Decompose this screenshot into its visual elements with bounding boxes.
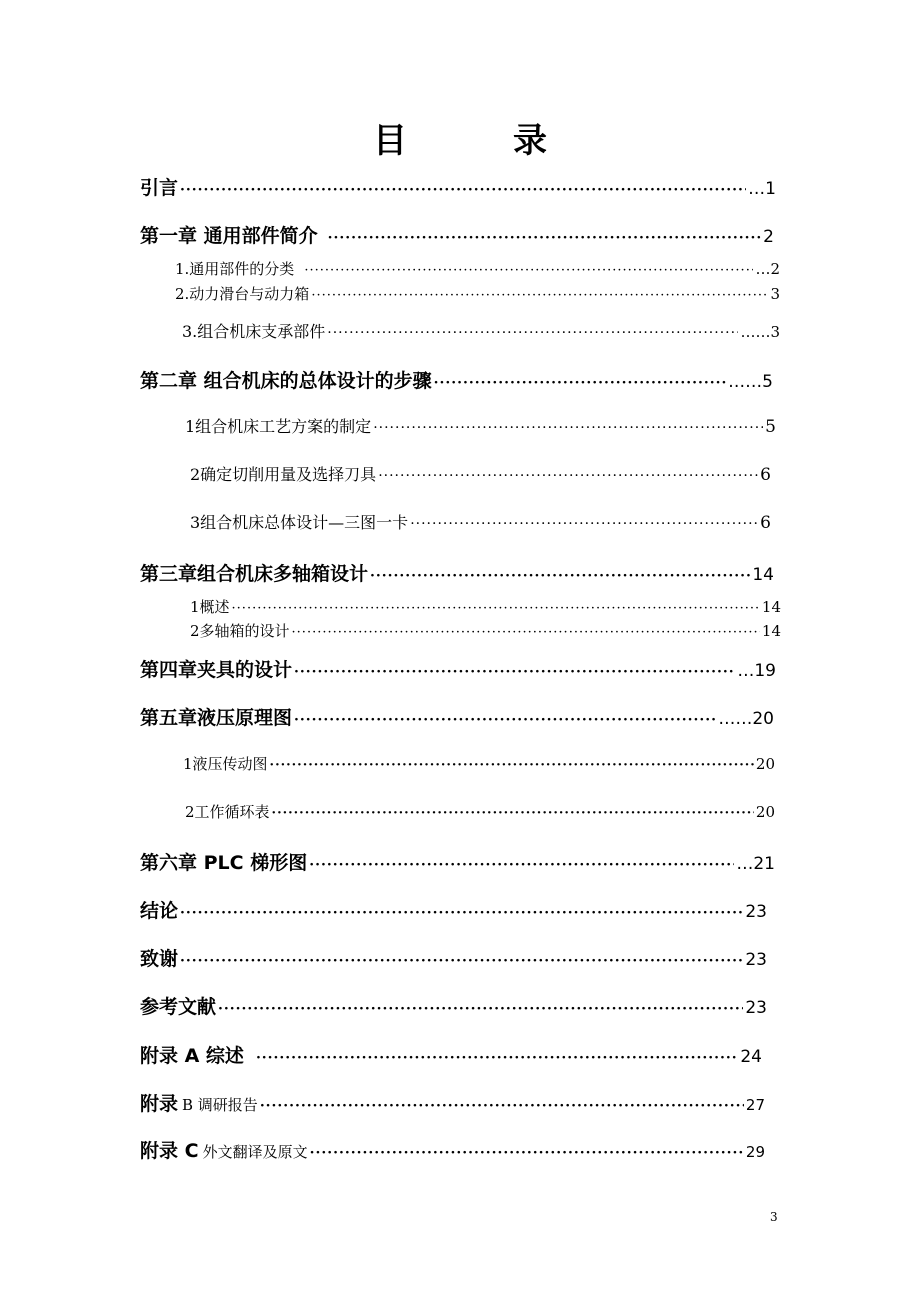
dot-leader [294, 664, 735, 680]
toc-entry-1-3[interactable] [182, 319, 780, 342]
toc-entry-label: 1.通用部件的分类 [175, 260, 295, 278]
dot-leader [410, 516, 758, 532]
dot-leader [294, 712, 716, 728]
dot-leader [328, 230, 762, 246]
toc-entry-chapter-3[interactable] [140, 559, 774, 586]
dot-leader [434, 375, 727, 391]
toc-entry-page: 6 [760, 513, 771, 533]
toc-entry-chapter-5[interactable] [140, 703, 774, 730]
toc-entry-page: 29 [745, 1143, 765, 1161]
dot-leader [218, 1001, 743, 1017]
toc-entry-page: 23 [745, 950, 767, 970]
toc-entry-page: 5 [765, 417, 776, 437]
page-number: 3 [770, 1210, 778, 1224]
toc-entry-page: 14 [761, 598, 781, 616]
toc-title: 目 录 [373, 121, 583, 161]
toc-entry-intro[interactable] [140, 173, 776, 200]
toc-entry-page: 2 [763, 227, 774, 247]
dot-leader [304, 263, 753, 278]
dot-leader [378, 468, 758, 484]
toc-entry-references[interactable] [140, 992, 767, 1019]
toc-entry-label: 2多轴箱的设计 [190, 622, 290, 640]
toc-entry-page: 14 [752, 565, 774, 585]
dot-leader [180, 182, 746, 198]
toc-entry-label: 3.组合机床支承部件 [182, 322, 326, 341]
toc-entry-2-2[interactable] [190, 462, 771, 485]
toc-entry-page: 14 [761, 622, 781, 640]
toc-entry-label: 3组合机床总体设计—三图一卡 [190, 513, 409, 532]
toc-entry-page: …19 [737, 661, 776, 681]
toc-entry-page: ……3 [740, 323, 780, 341]
toc-entry-appendix-a[interactable] [140, 1041, 762, 1068]
toc-entry-label: 第三章组合机床多轴箱设计 [140, 563, 369, 585]
toc-entry-label: 1液压传动图 [183, 755, 268, 773]
toc-entry-chapter-1[interactable] [140, 221, 774, 248]
toc-entry-label: 2.动力滑台与动力箱 [175, 285, 310, 303]
toc-entry-label: 1组合机床工艺方案的制定 [185, 417, 372, 436]
toc-entry-page: 20 [755, 755, 775, 773]
toc-entry-label: 附录 A 综述 [140, 1045, 244, 1067]
toc-entry-label: 附录 [140, 1093, 179, 1115]
dot-leader [232, 601, 760, 616]
toc-entry-2-1[interactable] [185, 414, 776, 437]
dot-leader [260, 1098, 744, 1114]
toc-entry-conclusion[interactable] [140, 896, 767, 923]
dot-leader [370, 568, 750, 584]
toc-entry-label: 第二章 组合机床的总体设计的步骤 [140, 370, 432, 392]
toc-entry-label: 致谢 [140, 948, 179, 970]
toc-entry-label: 第一章 通用部件简介 [140, 225, 318, 247]
toc-entry-page: 23 [745, 998, 767, 1018]
dot-leader [311, 288, 768, 303]
toc-entry-1-2[interactable] [175, 283, 780, 304]
dot-leader [180, 905, 743, 921]
toc-entry-label: 结论 [140, 900, 179, 922]
toc-entry-page: …21 [736, 854, 775, 874]
dot-leader [270, 758, 754, 773]
toc-entry-label: 2工作循环表 [185, 803, 270, 821]
dot-leader [309, 857, 734, 873]
toc-entry-appendix-c[interactable] [140, 1136, 765, 1163]
toc-entry-label: 第六章 PLC 梯形图 [140, 852, 308, 874]
toc-entry-5-1[interactable] [183, 753, 775, 774]
toc-entry-page: 20 [755, 803, 775, 821]
toc-entry-label: 引言 [140, 177, 179, 199]
toc-entry-appendix-b[interactable] [140, 1089, 765, 1116]
toc-entry-label: 参考文献 [140, 996, 217, 1018]
toc-entry-page: 24 [740, 1047, 762, 1067]
toc-entry-page: 27 [745, 1096, 765, 1114]
toc-entry-page: 6 [760, 465, 771, 485]
dot-leader [180, 953, 743, 969]
toc-entry-sublabel: B 调研报告 [182, 1096, 258, 1114]
toc-entry-label: 附录 C [140, 1140, 199, 1162]
toc-entry-acknowledgements[interactable] [140, 944, 767, 971]
dot-leader [272, 806, 754, 821]
toc-entry-1-1[interactable] [175, 258, 780, 279]
dot-leader [292, 625, 760, 640]
toc-entry-page: ……20 [718, 709, 774, 729]
toc-entry-label: 1概述 [190, 598, 230, 616]
toc-entry-page: …2 [755, 260, 780, 278]
toc-entry-2-3[interactable] [190, 510, 771, 533]
dot-leader [373, 420, 763, 436]
toc-entry-page: …1 [748, 179, 776, 199]
toc-entry-page: ……5 [728, 372, 773, 392]
toc-entry-page: 3 [770, 285, 780, 303]
toc-entry-sublabel: 外文翻译及原文 [202, 1143, 308, 1161]
toc-entry-chapter-2[interactable] [140, 366, 773, 393]
toc-entry-label: 第五章液压原理图 [140, 707, 293, 729]
dot-leader [310, 1145, 744, 1161]
toc-entry-label: 2确定切削用量及选择刀具 [190, 465, 377, 484]
toc-entry-chapter-6[interactable] [140, 848, 775, 875]
dot-leader [327, 325, 738, 341]
toc-entry-3-1[interactable] [190, 596, 781, 617]
toc-entry-label: 第四章夹具的设计 [140, 659, 293, 681]
toc-entry-3-2[interactable] [190, 620, 781, 641]
toc-entry-5-2[interactable] [185, 801, 775, 822]
toc-entry-chapter-4[interactable] [140, 655, 776, 682]
dot-leader [256, 1050, 738, 1066]
toc-entry-page: 23 [745, 902, 767, 922]
